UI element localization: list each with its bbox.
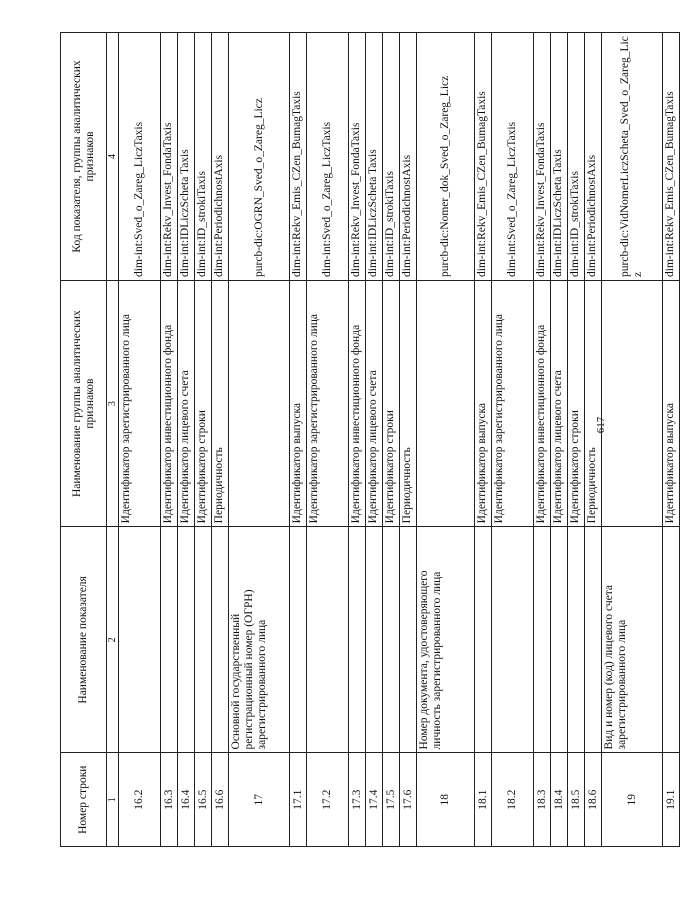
row-number: 17.1 (290, 753, 307, 847)
column-number: 3 (107, 280, 119, 526)
row-number: 17.6 (400, 753, 417, 847)
code: dim-int:Rekv_Invest_FondaTaxis (349, 33, 366, 281)
indicator-name: Вид и номер (код) лицевого счета зарегистрированного лица (602, 527, 663, 753)
table-row (212, 33, 229, 847)
row-number: 16.2 (119, 753, 161, 847)
code: dim-int:Rekv_Emis_CZen_BumagTaxis (290, 33, 307, 281)
group-name: Идентификатор выпуска (475, 280, 492, 526)
group-name: Идентификатор выпуска (290, 280, 307, 526)
group-name: Идентификатор инвестиционного фонда (349, 280, 366, 526)
code: dim-int:IDLiczScheta Taxis (178, 33, 195, 281)
indicator-name (178, 527, 195, 753)
indicator-name (383, 527, 400, 753)
code: dim-int:IDLiczScheta Taxis (551, 33, 568, 281)
table-row (663, 33, 680, 847)
code: purcb-dic:VidNomerLiczScheta_Sved_o_Zareg_Licz (602, 33, 663, 281)
indicator-name (212, 527, 229, 753)
group-name: Идентификатор лицевого счета (366, 280, 383, 526)
header-indicator-name: Наименование показателя (61, 527, 107, 753)
header-code: Код показателя, группы аналитических признаков (61, 33, 107, 281)
table-row (568, 33, 585, 847)
row-number: 18 (417, 753, 475, 847)
indicator-name (366, 527, 383, 753)
group-name: Идентификатор инвестиционного фонда (534, 280, 551, 526)
indicator-name (349, 527, 366, 753)
group-name: Периодичность (400, 280, 417, 526)
row-number: 19.1 (663, 753, 680, 847)
code: purcb-dic:OGRN_Sved_o_Zareg_Licz (229, 33, 290, 281)
code: purcb-dic:Nomer_dok_Sved_o_Zareg_Licz (417, 33, 475, 281)
group-name: Идентификатор зарегистрированного лица (119, 280, 161, 526)
indicator-name (663, 527, 680, 753)
group-name: Идентификатор зарегистрированного лица (307, 280, 349, 526)
header-group-name: Наименование группы аналитических признаков (61, 280, 107, 526)
group-name (417, 280, 475, 526)
indicator-name (400, 527, 417, 753)
column-number: 4 (107, 33, 119, 281)
table-row (178, 33, 195, 847)
code: dim-int:Sved_o_Zareg_LiczTaxis (307, 33, 349, 281)
group-name: Идентификатор зарегистрированного лица (492, 280, 534, 526)
table-row (383, 33, 400, 847)
table-row (602, 33, 663, 847)
table-row (195, 33, 212, 847)
indicator-name: Номер документа, удостоверяющего личность зарегистрированного лица (417, 527, 475, 753)
row-number: 18.1 (475, 753, 492, 847)
group-name: Идентификатор выпуска (663, 280, 680, 526)
group-name: Идентификатор лицевого счета (551, 280, 568, 526)
code: dim-int:Sved_o_Zareg_LiczTaxis (492, 33, 534, 281)
indicator-name (307, 527, 349, 753)
table-row (534, 33, 551, 847)
indicator-name (195, 527, 212, 753)
row-number: 18.4 (551, 753, 568, 847)
row-number: 16.4 (178, 753, 195, 847)
table-row (417, 33, 475, 847)
code: dim-int:Sved_o_Zareg_LiczTaxis (119, 33, 161, 281)
indicator-name (475, 527, 492, 753)
group-name: Периодичность (585, 280, 602, 526)
indicator-name (551, 527, 568, 753)
table-row (492, 33, 534, 847)
table-row (119, 33, 161, 847)
row-number: 18.2 (492, 753, 534, 847)
code: dim-int:Rekv_Emis_CZen_BumagTaxis (663, 33, 680, 281)
row-number: 18.6 (585, 753, 602, 847)
group-name: Идентификатор лицевого счета (178, 280, 195, 526)
column-number: 1 (107, 753, 119, 847)
indicator-name: Основной государственный регистрационный номер (ОГРН) зарегистрированного лица (229, 527, 290, 753)
code: dim-int:ID_strokiTaxis (195, 33, 212, 281)
indicator-name (119, 527, 161, 753)
indicator-name (290, 527, 307, 753)
table-row (366, 33, 383, 847)
row-number: 17.4 (366, 753, 383, 847)
indicator-name (568, 527, 585, 753)
row-number: 17.3 (349, 753, 366, 847)
row-number: 16.6 (212, 753, 229, 847)
group-name: Периодичность (212, 280, 229, 526)
code: dim-int:PeriodichnostAxis (585, 33, 602, 281)
row-number: 16.5 (195, 753, 212, 847)
code: dim-int:ID_strokiTaxis (568, 33, 585, 281)
table-row (349, 33, 366, 847)
indicator-name (534, 527, 551, 753)
header-row-number: Номер строки (61, 753, 107, 847)
group-name: Идентификатор строки (195, 280, 212, 526)
indicator-table (60, 32, 680, 847)
group-name: Идентификатор инвестиционного фонда (161, 280, 178, 526)
table-row (585, 33, 602, 847)
table-row (551, 33, 568, 847)
row-number: 18.5 (568, 753, 585, 847)
code: dim-int:PeriodichnostAxis (400, 33, 417, 281)
table-row (400, 33, 417, 847)
column-number-row (107, 33, 119, 847)
group-name: Идентификатор строки (383, 280, 400, 526)
group-name: Идентификатор строки (568, 280, 585, 526)
table-row (290, 33, 307, 847)
code: dim-int:IDLiczScheta Taxis (366, 33, 383, 281)
table-row (307, 33, 349, 847)
group-name (229, 280, 290, 526)
row-number: 19 (602, 753, 663, 847)
table-row (161, 33, 178, 847)
code: dim-int:PeriodichnostAxis (212, 33, 229, 281)
code: dim-int:Rekv_Emis_CZen_BumagTaxis (475, 33, 492, 281)
group-name (602, 280, 663, 526)
code: dim-int:Rekv_Invest_FondaTaxis (161, 33, 178, 281)
row-number: 18.3 (534, 753, 551, 847)
table-row (229, 33, 290, 847)
indicator-name (492, 527, 534, 753)
code: dim-int:Rekv_Invest_FondaTaxis (534, 33, 551, 281)
page-number: 617 (595, 416, 607, 434)
row-number: 17 (229, 753, 290, 847)
row-number: 17.2 (307, 753, 349, 847)
column-number: 2 (107, 527, 119, 753)
row-number: 17.5 (383, 753, 400, 847)
row-number: 16.3 (161, 753, 178, 847)
indicator-name (161, 527, 178, 753)
table-row (475, 33, 492, 847)
code: dim-int:ID_strokiTaxis (383, 33, 400, 281)
indicator-name (585, 527, 602, 753)
header-row (61, 33, 107, 847)
